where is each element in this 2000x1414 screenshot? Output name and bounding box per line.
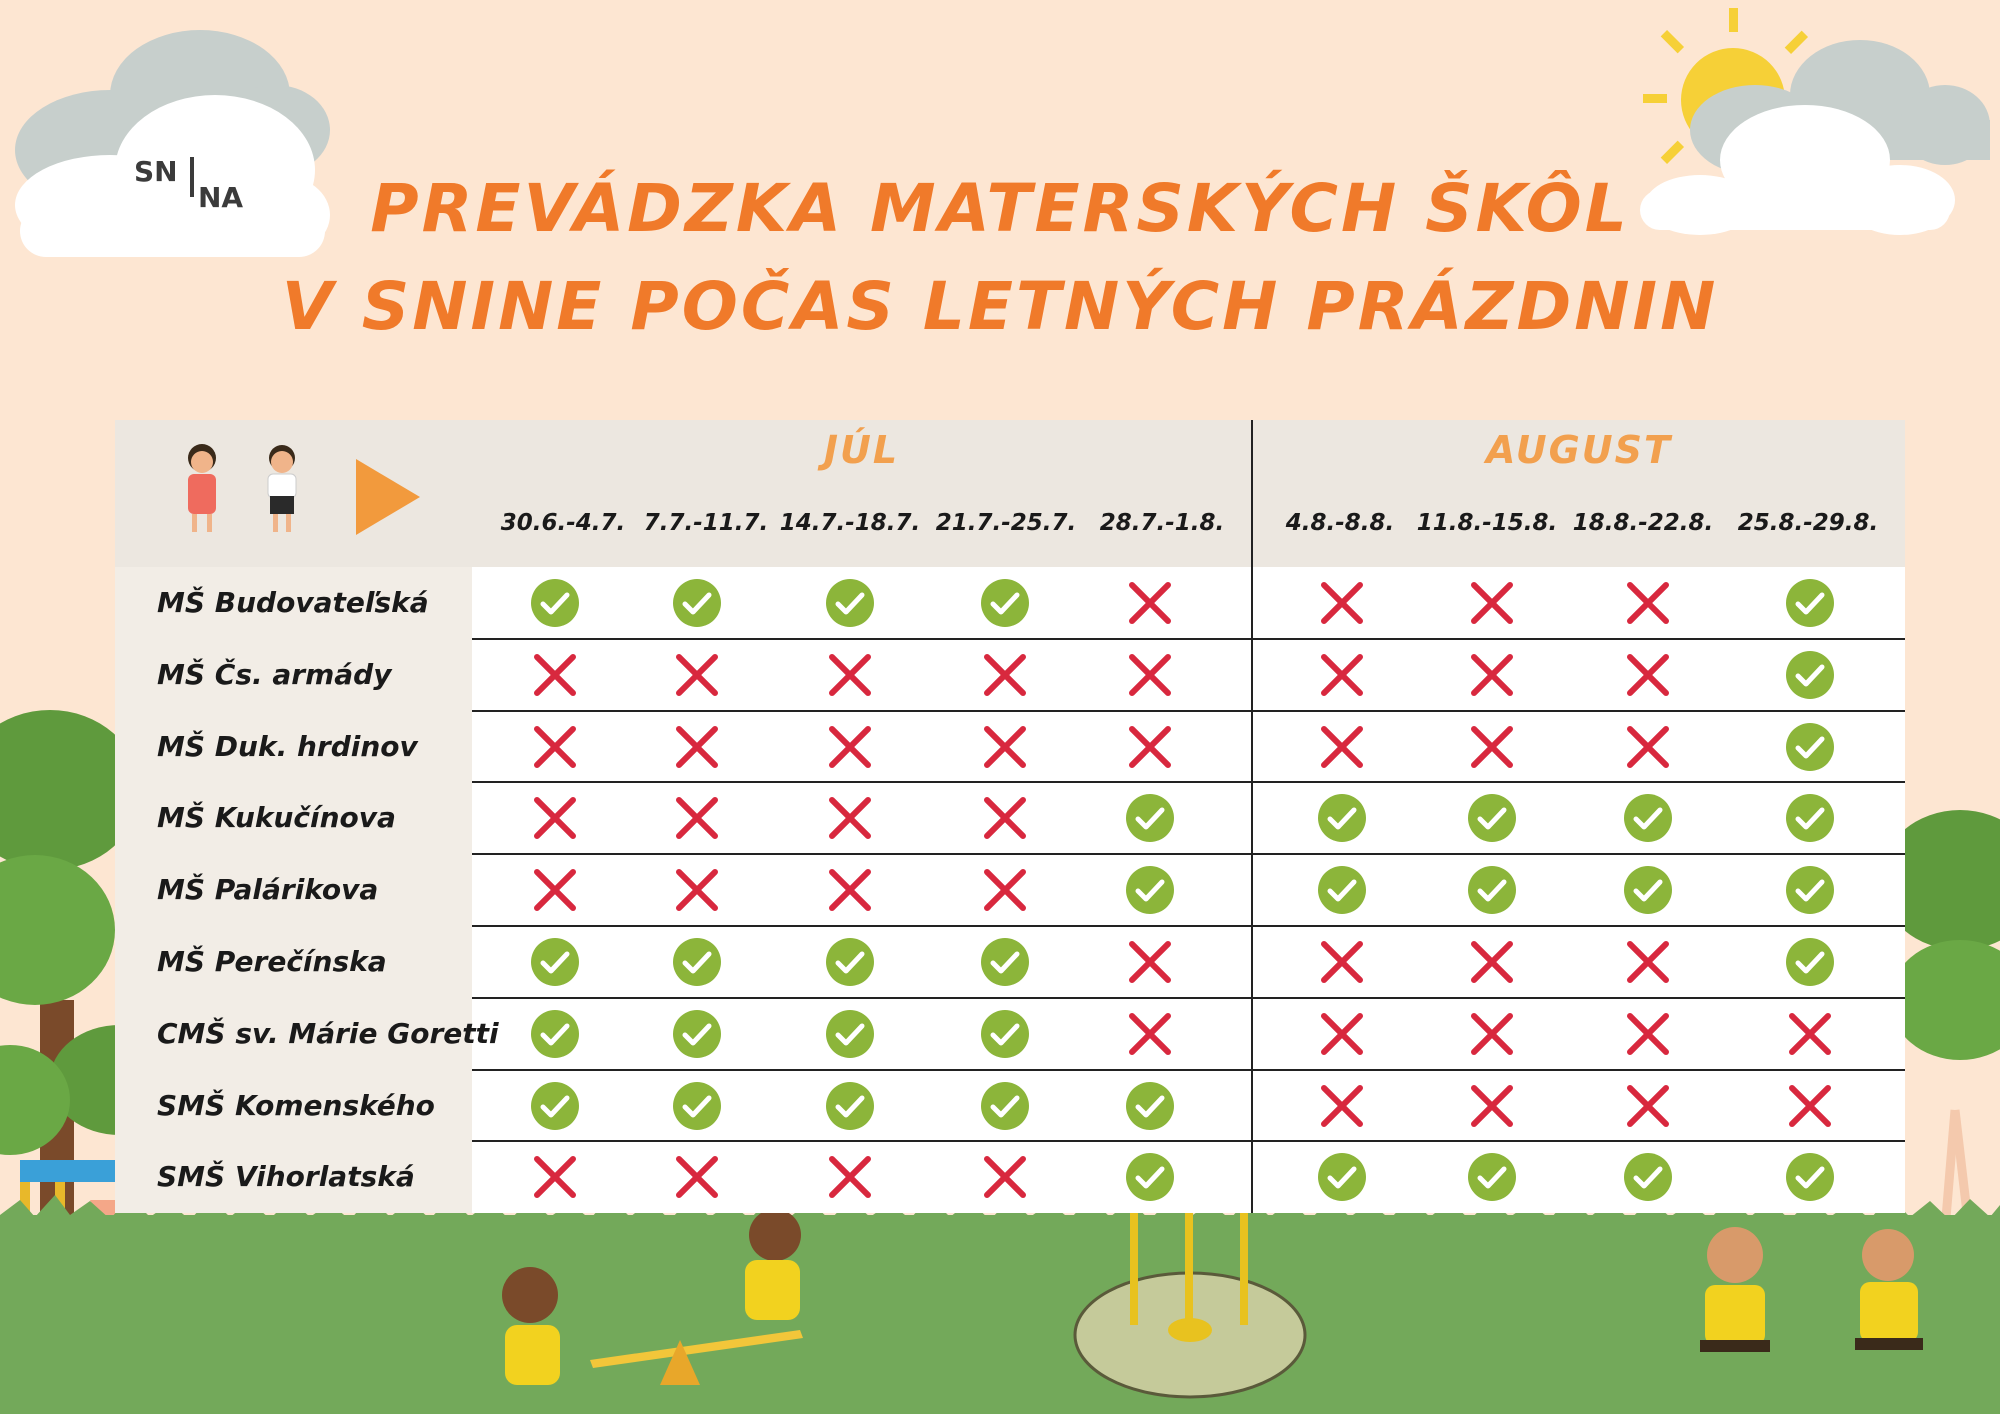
cross-icon — [979, 1151, 1031, 1203]
cross-icon — [1316, 649, 1368, 701]
check-circle-icon — [1124, 1151, 1176, 1203]
week-date: 18.8.-22.8. — [1572, 510, 1714, 536]
week-date: 7.7.-11.7. — [643, 510, 769, 536]
check-circle-icon — [1622, 864, 1674, 916]
cross-icon — [1316, 936, 1368, 988]
row-divider — [472, 853, 1905, 855]
check-circle-icon — [1784, 792, 1836, 844]
cross-icon — [1466, 649, 1518, 701]
check-circle-icon — [671, 577, 723, 629]
cross-icon — [1316, 1008, 1368, 1060]
playground-figures — [0, 1200, 2000, 1414]
merry-go-round-icon — [1075, 1200, 1305, 1397]
month-divider — [1251, 420, 1253, 1213]
cross-icon — [671, 864, 723, 916]
cross-icon — [529, 1151, 581, 1203]
cross-icon — [1466, 577, 1518, 629]
week-date: 14.7.-18.7. — [779, 510, 921, 536]
week-date: 21.7.-25.7. — [935, 510, 1077, 536]
cross-icon — [979, 721, 1031, 773]
check-circle-icon — [1316, 864, 1368, 916]
cross-icon — [1466, 936, 1518, 988]
cross-icon — [824, 721, 876, 773]
cross-icon — [671, 721, 723, 773]
cross-icon — [824, 792, 876, 844]
check-circle-icon — [671, 1008, 723, 1060]
check-circle-icon — [824, 1080, 876, 1132]
cross-icon — [529, 792, 581, 844]
cross-icon — [1622, 577, 1674, 629]
cross-icon — [529, 649, 581, 701]
cross-icon — [1316, 577, 1368, 629]
cross-icon — [671, 1151, 723, 1203]
check-circle-icon — [824, 1008, 876, 1060]
month-label-august: AUGUST — [1486, 428, 1672, 472]
check-circle-icon — [1466, 792, 1518, 844]
cross-icon — [979, 649, 1031, 701]
cross-icon — [1124, 649, 1176, 701]
row-divider — [472, 638, 1905, 640]
title-line-2: V SNINE POČAS LETNÝCH PRÁZDNIN — [281, 268, 1719, 345]
seesaw-icon — [502, 1209, 803, 1385]
check-circle-icon — [1784, 721, 1836, 773]
check-circle-icon — [529, 936, 581, 988]
check-circle-icon — [1622, 792, 1674, 844]
school-name: SMŠ Komenského — [157, 1088, 435, 1122]
cross-icon — [979, 792, 1031, 844]
check-circle-icon — [1316, 792, 1368, 844]
check-circle-icon — [979, 1080, 1031, 1132]
cross-icon — [1784, 1008, 1836, 1060]
check-circle-icon — [979, 1008, 1031, 1060]
check-circle-icon — [1784, 649, 1836, 701]
cross-icon — [1316, 721, 1368, 773]
check-circle-icon — [529, 577, 581, 629]
row-divider — [472, 710, 1905, 712]
cross-icon — [1622, 1080, 1674, 1132]
cross-icon — [1784, 1080, 1836, 1132]
cross-icon — [1124, 1008, 1176, 1060]
cross-icon — [1316, 1080, 1368, 1132]
check-circle-icon — [1466, 864, 1518, 916]
school-name: CMŠ sv. Márie Goretti — [157, 1016, 499, 1050]
row-divider — [472, 997, 1905, 999]
school-name: MŠ Perečínska — [157, 945, 387, 978]
cross-icon — [1466, 1008, 1518, 1060]
check-circle-icon — [1784, 864, 1836, 916]
check-circle-icon — [1124, 1080, 1176, 1132]
row-divider — [472, 1140, 1905, 1142]
logo-text-right: NA — [198, 181, 244, 214]
cross-icon — [1622, 1008, 1674, 1060]
week-date: 25.8.-29.8. — [1737, 510, 1879, 536]
cross-icon — [1622, 649, 1674, 701]
check-circle-icon — [824, 936, 876, 988]
cross-icon — [529, 864, 581, 916]
check-circle-icon — [1466, 1151, 1518, 1203]
page-title — [0, 160, 2000, 356]
cross-icon — [671, 792, 723, 844]
week-date: 11.8.-15.8. — [1416, 510, 1558, 536]
cross-icon — [1466, 1080, 1518, 1132]
check-circle-icon — [1124, 864, 1176, 916]
cross-icon — [824, 649, 876, 701]
check-circle-icon — [979, 936, 1031, 988]
check-circle-icon — [671, 936, 723, 988]
logo-text-left: SN — [134, 155, 178, 188]
check-circle-icon — [1124, 792, 1176, 844]
school-name: MŠ Palárikova — [157, 873, 379, 907]
check-circle-icon — [671, 1080, 723, 1132]
school-name: MŠ Čs. armády — [157, 657, 392, 691]
cross-icon — [824, 1151, 876, 1203]
cross-icon — [1622, 721, 1674, 773]
cross-icon — [1124, 577, 1176, 629]
title-line-1: PREVÁDZKA MATERSKÝCH ŠKÔL — [370, 170, 1630, 247]
check-circle-icon — [1316, 1151, 1368, 1203]
cross-icon — [1124, 936, 1176, 988]
play-arrow-icon — [356, 459, 420, 535]
check-circle-icon — [1622, 1151, 1674, 1203]
check-circle-icon — [824, 577, 876, 629]
school-name: SMŠ Vihorlatská — [157, 1160, 415, 1194]
check-circle-icon — [979, 577, 1031, 629]
month-label-jul: JÚL — [823, 428, 900, 472]
cross-icon — [529, 721, 581, 773]
kids-icon — [170, 440, 315, 540]
cross-icon — [824, 864, 876, 916]
check-circle-icon — [529, 1008, 581, 1060]
cross-icon — [1466, 721, 1518, 773]
school-name: MŠ Duk. hrdinov — [157, 729, 418, 763]
week-date: 30.6.-4.7. — [500, 510, 626, 536]
row-divider — [472, 1069, 1905, 1071]
school-name: MŠ Budovateľská — [157, 586, 429, 619]
swinging-kids-icon — [1700, 1227, 1923, 1352]
check-circle-icon — [1784, 577, 1836, 629]
check-circle-icon — [1784, 936, 1836, 988]
check-circle-icon — [529, 1080, 581, 1132]
row-divider — [472, 925, 1905, 927]
cross-icon — [979, 864, 1031, 916]
week-date: 4.8.-8.8. — [1285, 510, 1395, 536]
cross-icon — [671, 649, 723, 701]
row-divider — [472, 781, 1905, 783]
cross-icon — [1622, 936, 1674, 988]
cross-icon — [1124, 721, 1176, 773]
school-name: MŠ Kukučínova — [157, 801, 396, 835]
check-circle-icon — [1784, 1151, 1836, 1203]
week-date: 28.7.-1.8. — [1099, 510, 1225, 536]
